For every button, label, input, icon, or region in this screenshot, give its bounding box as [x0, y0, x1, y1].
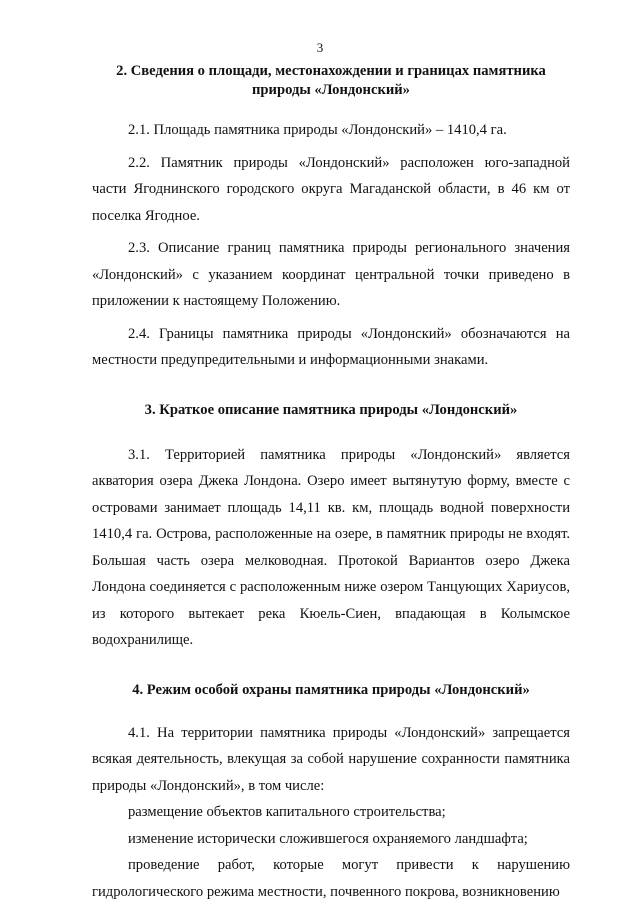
- paragraph-2-1: 2.1. Площадь памятника природы «Лондонский» – 1410,4 га.: [128, 122, 507, 138]
- document-body: [92, 62, 570, 905]
- page-number: 3: [316, 40, 324, 55]
- section-3-heading: 3. Краткое описание памятника природы «Лондонский»: [144, 401, 518, 418]
- section-4-heading: 4. Режим особой охраны памятника природы «Лондонский»: [132, 681, 530, 698]
- list-item: размещение объектов капитального строительства;: [128, 804, 446, 820]
- list-item: проведение работ, которые могут привести к нарушению гидрологического режима местности, почвенного покрова, возникновению: [92, 857, 570, 900]
- paragraph-2-3: 2.3. Описание границ памятника природы регионального значения «Лондонский» с указанием координат центральной точки приведено в приложении к настоящему Положению.: [92, 240, 570, 309]
- paragraph-3-1: 3.1. Территорией памятника природы «Лондонский» является акватория озера Джека Лондона. Озеро имеет вытянутую форму, вместе с островами занимает площадь 14,11 кв. км, площадь водной поверхности 1410,4 га. Острова, расположенные на озере, в памятник природы не входят. Большая часть озера мелководная. Протокой Вариантов озеро Джека Лондона соединяется с расположенным ниже озером Танцующих Хариусов, из которого вытекает река Кюель-Сиен, впадающая в Колымское водохранилище.: [92, 446, 570, 648]
- paragraph-2-2: 2.2. Памятник природы «Лондонский» расположен юго-западной части Ягоднинского городского округа Магаданской области, в 46 км от поселка Ягодное.: [92, 154, 570, 224]
- paragraph-2-4: 2.4. Границы памятника природы «Лондонский» обозначаются на местности предупредительными и информационными знаками.: [92, 325, 570, 368]
- paragraph-4-1: 4.1. На территории памятника природы «Лондонский» запрещается всякая деятельность, влекущая за собой нарушение сохранности памятника природы «Лондонский», в том числе:: [92, 724, 570, 794]
- list-item: изменение исторически сложившегося охраняемого ландшафта;: [128, 830, 528, 847]
- section-2-heading: 2. Сведения о площади, местонахождении и границах памятника природы «Лондонский»: [116, 63, 546, 98]
